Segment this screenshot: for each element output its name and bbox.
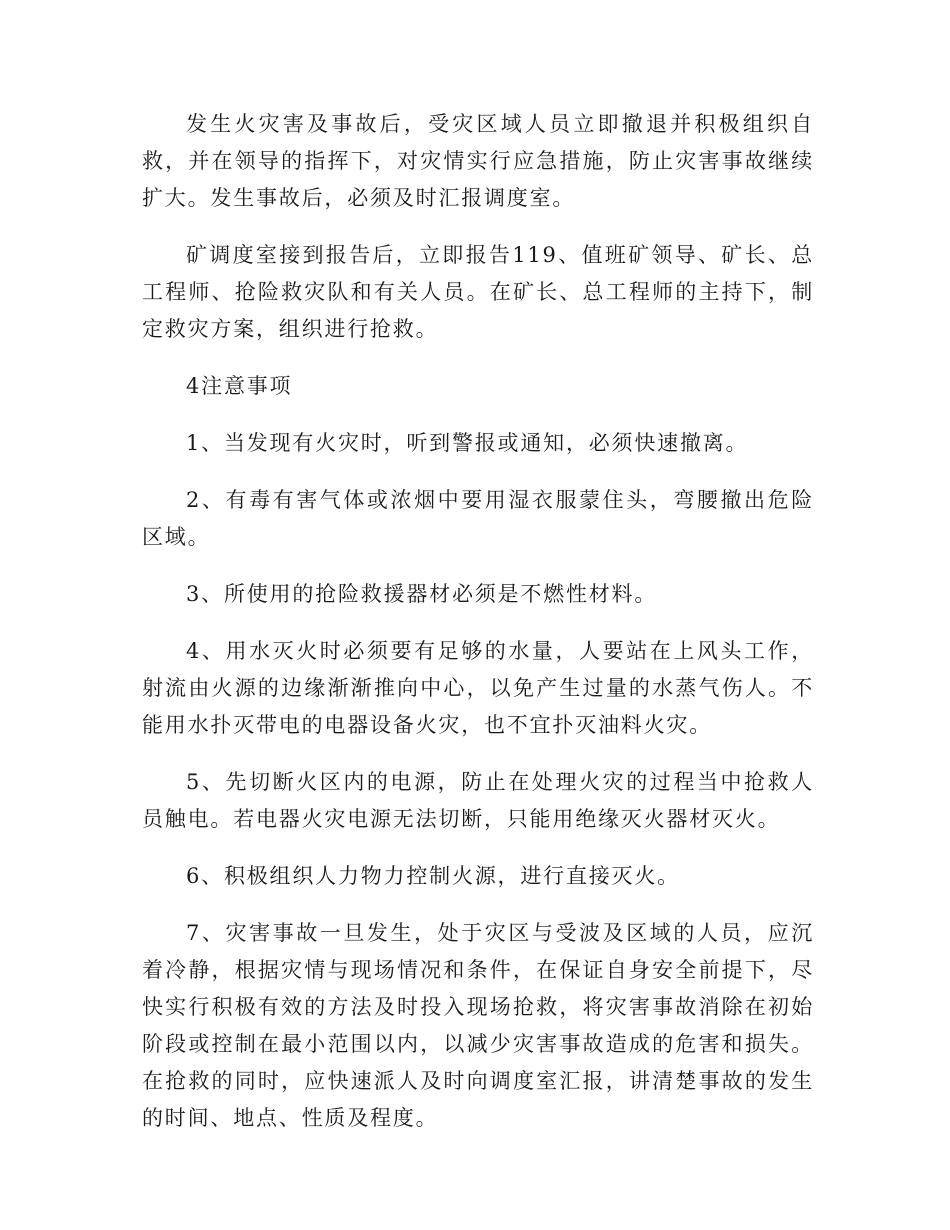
list-item-1: 1、当发现有火灾时，听到警报或通知，必须快速撤离。 <box>186 431 749 455</box>
list-item-2: 2、有毒有害气体或浓烟中要用湿衣服蒙住头，弯腰撤出危险区域。 <box>142 488 814 549</box>
document-body <box>142 106 814 1157</box>
paragraph-disaster-response: 发生火灾害及事故后，受灾区域人员立即撤退并积极组织自救，并在领导的指挥下，对灾情实行应急措施，防止灾害事故继续扩大。发生事故后，必须及时汇报调度室。 <box>142 112 814 210</box>
section-heading-precautions: 4注意事项 <box>186 374 293 398</box>
list-item-7: 7、灾害事故一旦发生，处于灾区与受波及区域的人员，应沉着冷静，根据灾情与现场情况和条件，在保证自身安全前提下，尽快实行积极有效的方法及时投入现场抢救，将灾害事故消除在初始阶段或控制在最小范围以内，以减少灾害事故造成的危害和损失。在抢救的同时，应快速派人及时向调度室汇报，讲清楚事故的发生的时间、地点、性质及程度。 <box>142 921 814 1130</box>
list-item-6: 6、积极组织人力物力控制火源，进行直接灭火。 <box>186 864 680 888</box>
list-item-5: 5、先切断火区内的电源，防止在处理火灾的过程当中抢救人员触电。若电器火灾电源无法切断，只能用绝缘灭火器材灭火。 <box>142 770 814 831</box>
paragraph-dispatch-report: 矿调度室接到报告后，立即报告119、值班矿领导、矿长、总工程师、抢险救灾队和有关人员。在矿长、总工程师的主持下，制定救灾方案，组织进行抢救。 <box>142 243 814 341</box>
list-item-3: 3、所使用的抢险救援器材必须是不燃性材料。 <box>186 582 658 606</box>
list-item-4: 4、用水灭火时必须要有足够的水量，人要站在上风头工作，射流由火源的边缘渐渐推向中心，以免产生过量的水蒸气伤人。不能用水扑灭带电的电器设备火灾，也不宜扑灭油料火灾。 <box>142 639 814 737</box>
